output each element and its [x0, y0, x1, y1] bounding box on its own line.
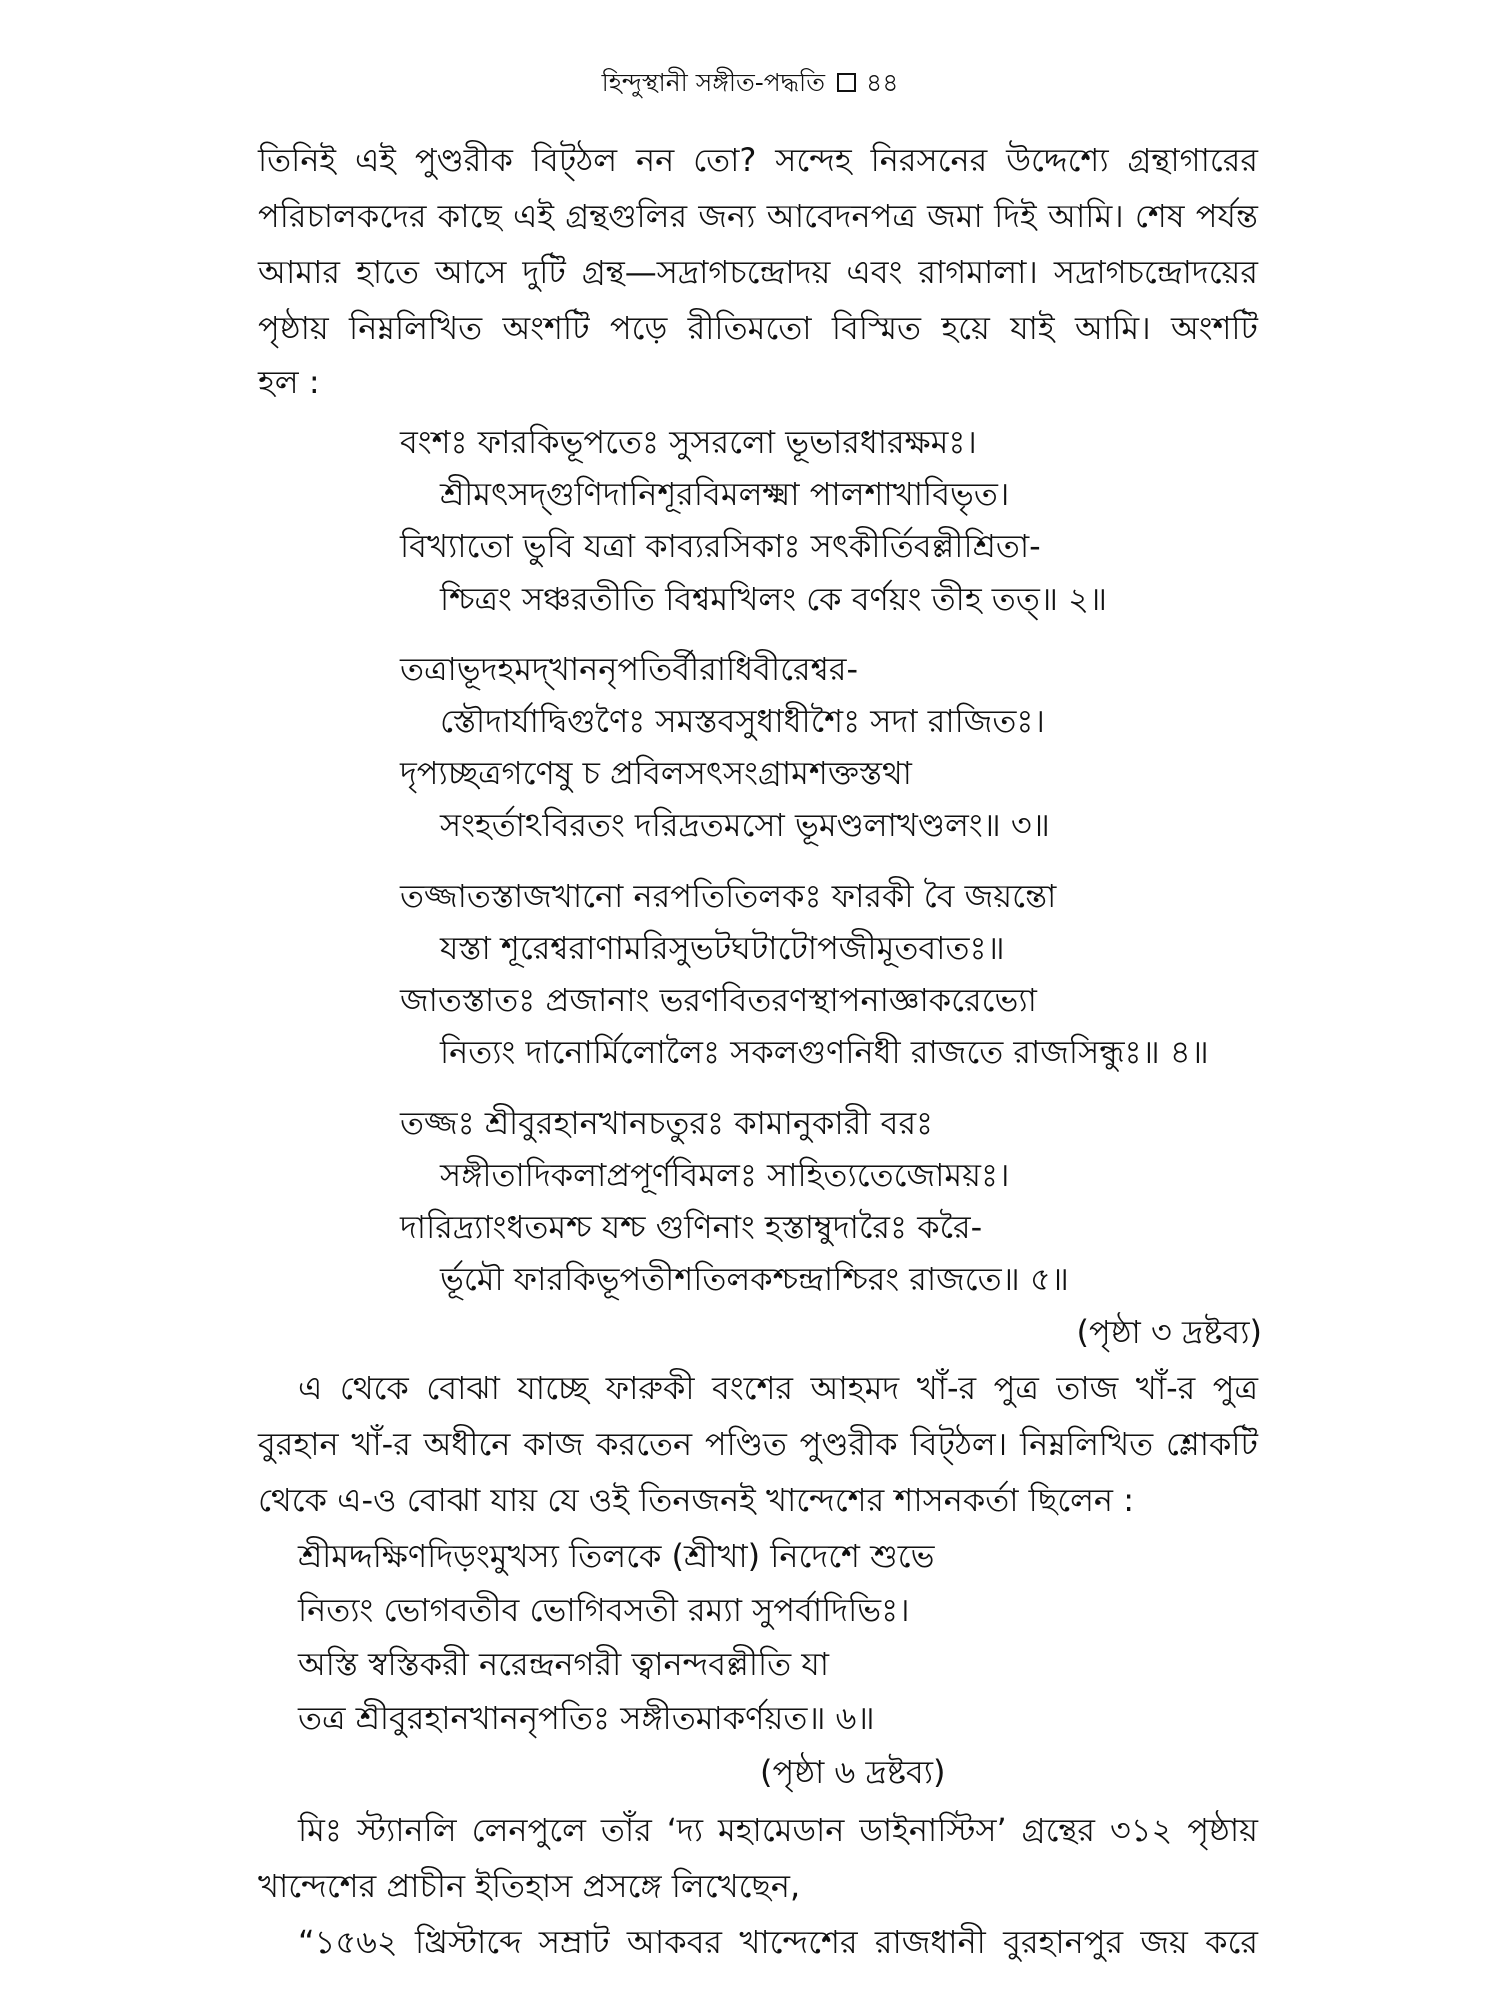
- square-bullet-icon: [837, 73, 856, 92]
- verse-line: শ্চিত্রং সঞ্চরতীতি বিশ্বমখিলং কে বর্ণয়ং তীহ তত্॥ ২॥: [440, 580, 1108, 618]
- running-header: [0, 66, 1500, 100]
- verse-line: শ্রীমৎসদ্গুণিদানিশূরবিমলক্ষ্মা পালশাখাবিভৃত।: [440, 475, 1010, 513]
- verse-line: স্তৌদার্যাদ্বিগুণৈঃ সমস্তবসুধাধীশৈঃ সদা রাজিতঃ।: [440, 702, 1045, 740]
- verse-line: র্ভূমৌ ফারকিভূপতীশতিলকশ্চন্দ্রাশ্চিরং রাজতে॥ ৫॥: [440, 1260, 1069, 1298]
- verse-line: তজ্জঃ শ্রীবুরহানখানচতুরঃ কামানুকারী বরঃ: [400, 1104, 934, 1142]
- intro-line: হল :: [258, 363, 320, 401]
- verse-line: শ্রীমদ্দক্ষিণদিড়ংমুখস্য তিলকে (শ্রীখা) নিদেশে শুভে: [298, 1537, 935, 1575]
- paragraph-line: বুরহান খাঁ-র অধীনে কাজ করতেন পণ্ডিত পুণ্ডরীক বিট্ঠল। নিম্নলিখিত শ্লোকটি: [258, 1425, 1258, 1463]
- verse-line: নিত্যং ভোগবতীব ভোগিবসতী রম্যা সুপর্বাদিভিঃ।: [298, 1591, 910, 1629]
- intro-line: তিনিই এই পুণ্ডরীক বিট্ঠল নন তো? সন্দেহ নিরসনের উদ্দেশ্যে গ্রন্থাগারের: [258, 141, 1258, 179]
- verse-line: তত্রাভূদহমদ্খাননৃপতির্বীরাধিবীরেশ্বর-: [400, 650, 859, 688]
- verse-line: যস্তা শূরেশ্বরাণামরিসুভটঘটাটোপজীমূতবাতঃ॥: [440, 929, 1005, 967]
- verse-line: নিত্যং দানোর্মিলোলৈঃ সকলগুণনিধী রাজতে রাজসিন্ধুঃ॥ ৪॥: [440, 1033, 1209, 1071]
- page-reference: (পৃষ্ঠা ৬ দ্রষ্টব্য): [760, 1753, 946, 1791]
- page-reference: (পৃষ্ঠা ৩ দ্রষ্টব্য): [1076, 1313, 1262, 1351]
- verse-line: সংহর্তাঽবিরতং দরিদ্রতমসো ভূমণ্ডলাখণ্ডলং॥ ৩॥: [440, 806, 1050, 844]
- intro-line: আমার হাতে আসে দুটি গ্রন্থ—সদ্রাগচন্দ্রোদয় এবং রাগমালা। সদ্রাগচন্দ্রোদয়ের: [258, 253, 1258, 291]
- verse-line: জাতস্তাতঃ প্রজানাং ভরণবিতরণস্থাপনাজ্ঞাকরেভ্যো: [400, 981, 1037, 1019]
- verse-line: তজ্জাতস্তাজখানো নরপতিতিলকঃ ফারকী বৈ জয়ন্তো: [400, 877, 1057, 915]
- page-number: ৪৪: [865, 68, 899, 97]
- intro-line: পরিচালকদের কাছে এই গ্রন্থগুলির জন্য আবেদনপত্র জমা দিই আমি। শেষ পর্যন্ত: [258, 197, 1258, 235]
- header-title: হিন্দুস্থানী সঙ্গীত-পদ্ধতি: [601, 68, 825, 97]
- verse-line: দৃপ্যচ্ছত্রগণেষু চ প্রবিলসৎসংগ্রামশক্তস্তথা: [400, 754, 912, 792]
- paragraph-line: “১৫৬২ খ্রিস্টাব্দে সম্রাট আকবর খান্দেশের রাজধানী বুরহানপুর জয় করে: [298, 1923, 1258, 1961]
- verse-line: তত্র শ্রীবুরহানখাননৃপতিঃ সঙ্গীতমাকর্ণয়ত॥ ৬॥: [298, 1699, 875, 1737]
- paragraph-line: এ থেকে বোঝা যাচ্ছে ফারুকী বংশের আহমদ খাঁ-র পুত্র তাজ খাঁ-র পুত্র: [298, 1369, 1258, 1407]
- paragraph-line: থেকে এ-ও বোঝা যায় যে ওই তিনজনই খান্দেশের শাসনকর্তা ছিলেন :: [258, 1481, 1134, 1519]
- paragraph-line: মিঃ স্ট্যানলি লেনপুলে তাঁর ‘দ্য মহামেডান ডাইনাস্টিস’ গ্রন্থের ৩১২ পৃষ্ঠায়: [298, 1811, 1258, 1849]
- intro-line: পৃষ্ঠায় নিম্নলিখিত অংশটি পড়ে রীতিমতো বিস্মিত হয়ে যাই আমি। অংশটি: [258, 309, 1258, 347]
- paragraph-line: খান্দেশের প্রাচীন ইতিহাস প্রসঙ্গে লিখেছেন,: [258, 1867, 801, 1905]
- verse-line: বিখ্যাতো ভুবি যত্রা কাব্যরসিকাঃ সৎকীর্তিবল্লীশ্রিতা-: [400, 527, 1041, 565]
- verse-line: দারিদ্র্যাংধতমশ্চ যশ্চ গুণিনাং হস্তাম্বুদারৈঃ করৈ-: [400, 1208, 983, 1246]
- verse-line: সঙ্গীতাদিকলাপ্রপূর্ণবিমলঃ সাহিত্যতেজোময়ঃ।: [440, 1156, 1010, 1194]
- verse-line: বংশঃ ফারকিভূপতেঃ সুসরলো ভূভারধারক্ষমঃ।: [400, 423, 977, 461]
- verse-line: অস্তি স্বস্তিকরী নরেন্দ্রনগরী ত্বানন্দবল্লীতি যা: [298, 1645, 830, 1683]
